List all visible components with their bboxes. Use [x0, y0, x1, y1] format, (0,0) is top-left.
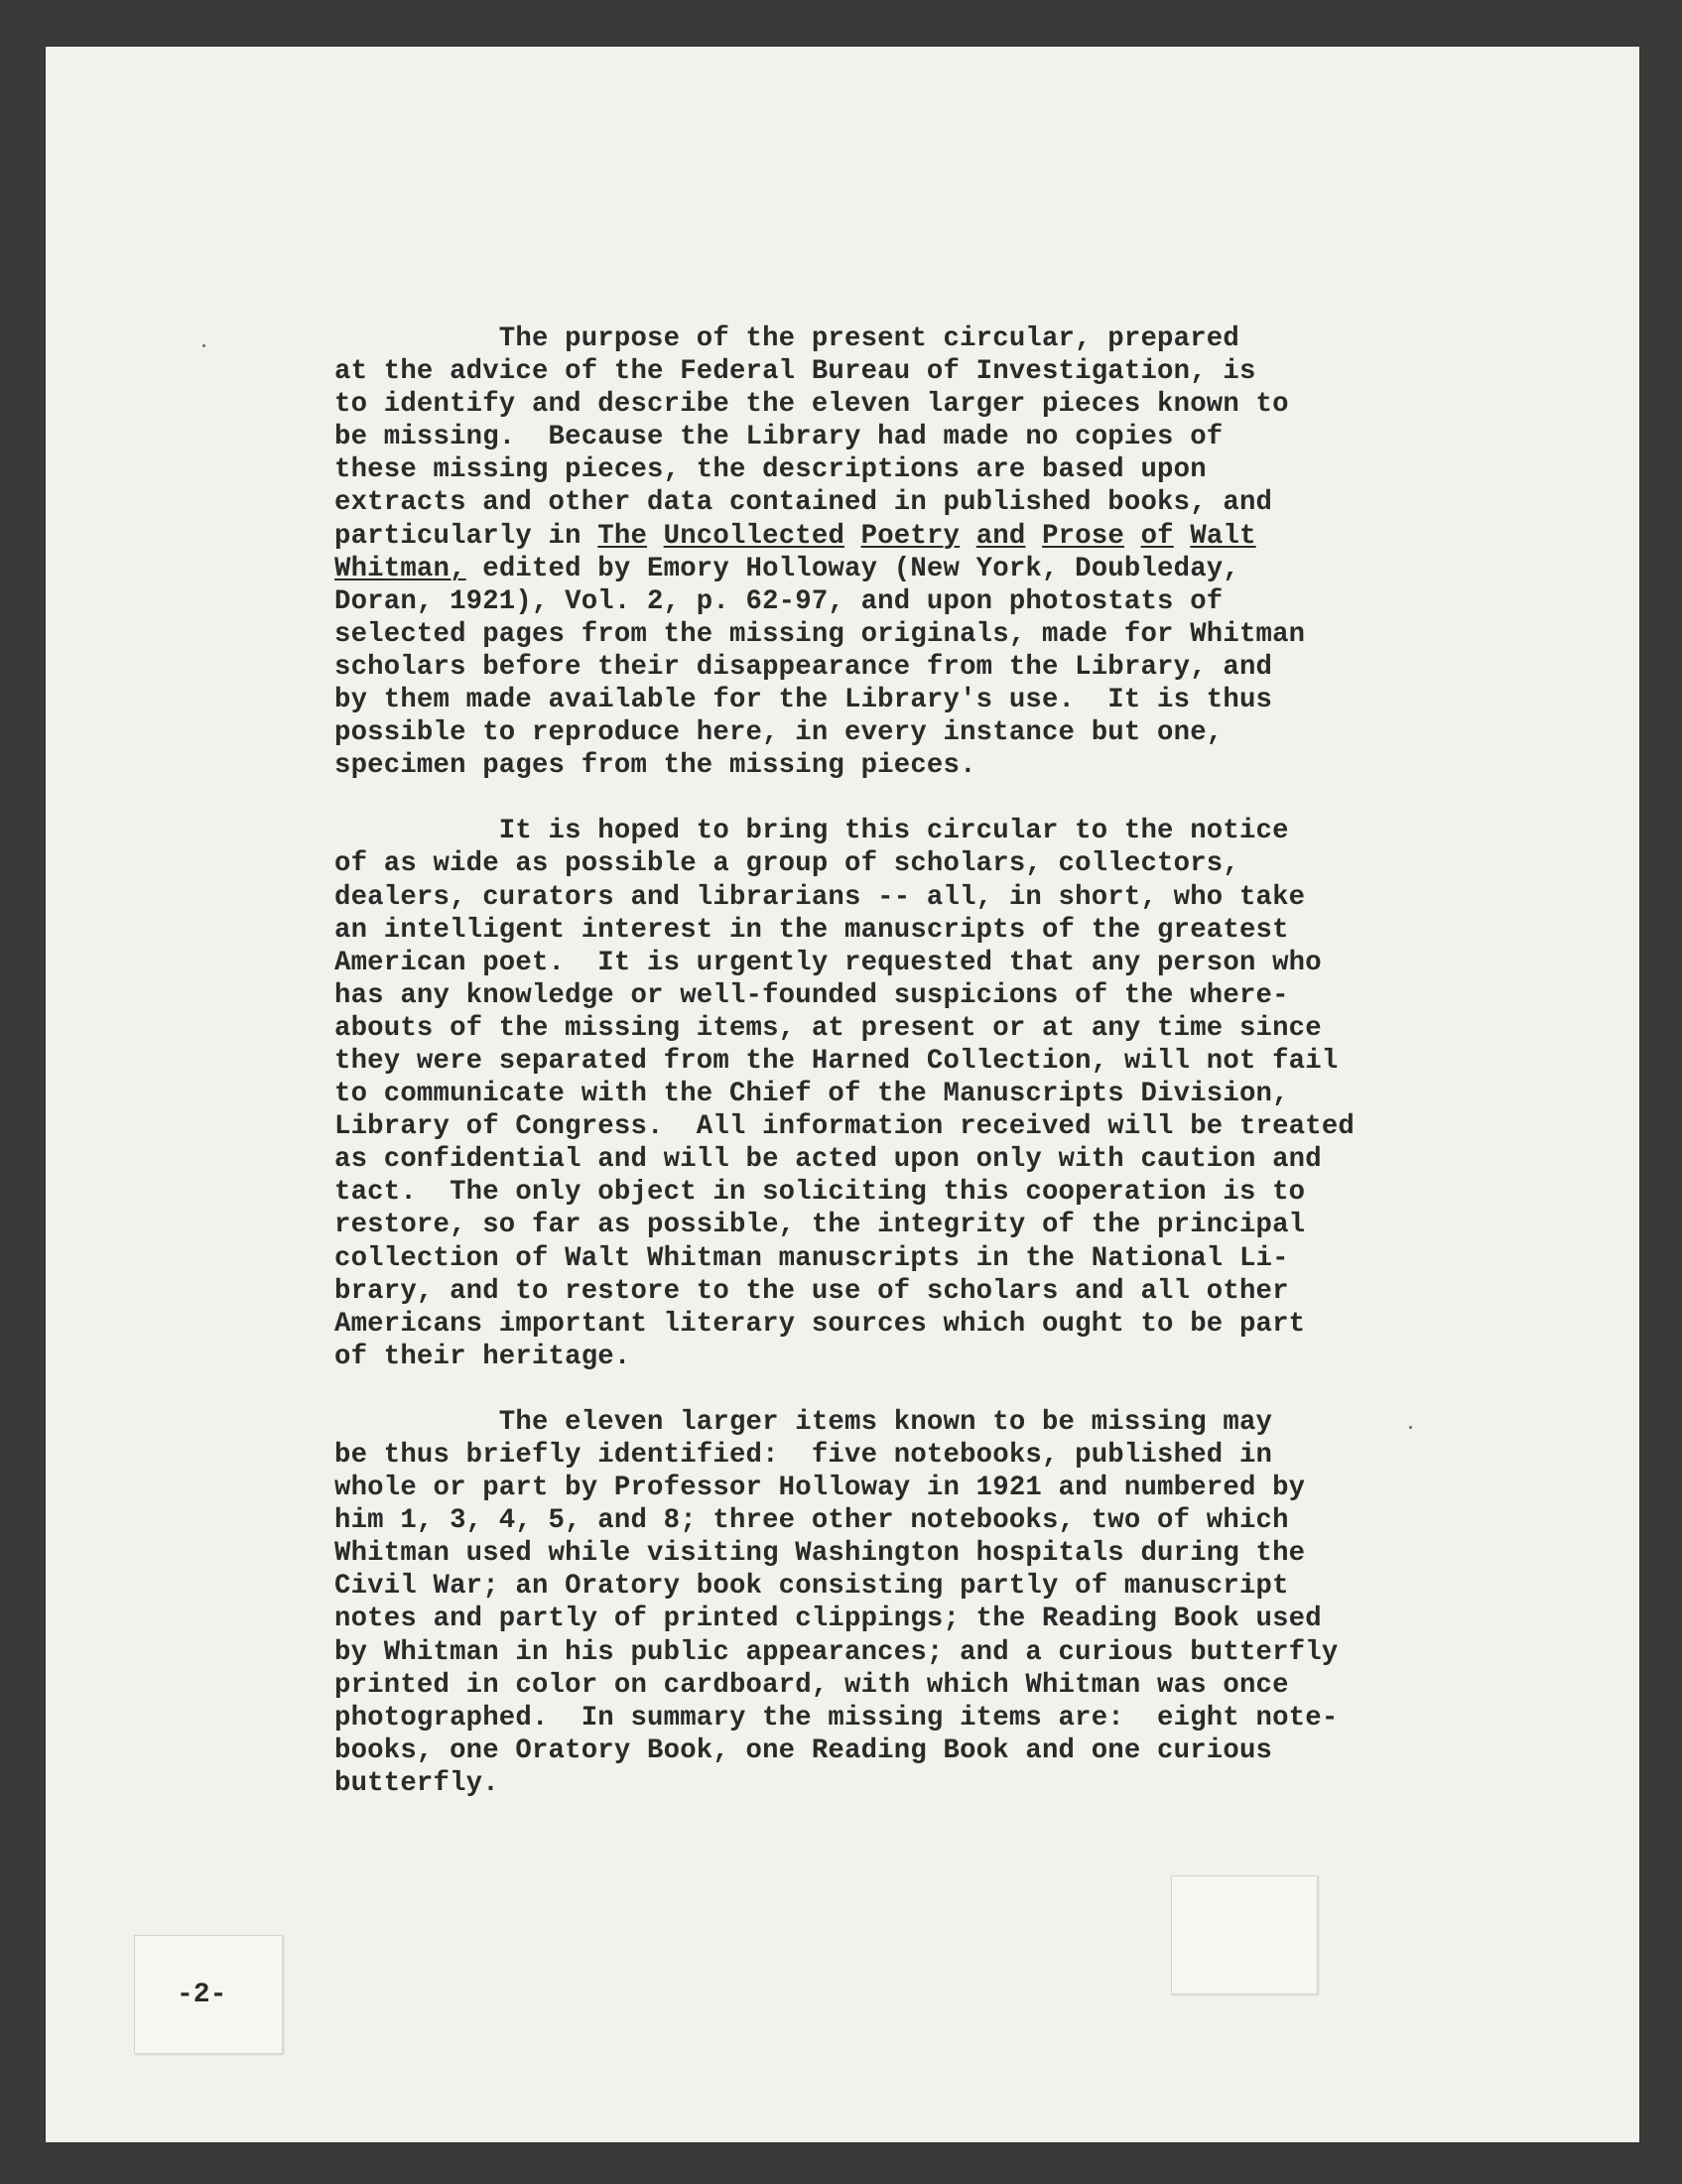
book-title-word: of	[1140, 520, 1174, 552]
book-title-word: The	[597, 520, 648, 552]
text-line: of as wide as possible a group of scholars, collectors,	[334, 848, 1239, 880]
text-line: scholars before their disappearance from the Library, and	[334, 651, 1273, 683]
text-line: at the advice of the Federal Bureau of Investigation, is	[334, 356, 1256, 388]
page-number-slip	[134, 1935, 283, 2054]
text-line: printed in color on cardboard, with which Whitman was once	[334, 1669, 1289, 1701]
page-number: -2-	[177, 1980, 227, 2010]
text-line-with-title	[334, 553, 1446, 585]
circular-body-text	[334, 322, 1446, 1800]
text-line: butterfly.	[334, 1767, 499, 1799]
book-title-word: Uncollected	[663, 520, 845, 552]
text-line: Civil War; an Oratory book consisting partly of manuscript	[334, 1571, 1289, 1603]
book-title-word: Prose	[1042, 520, 1124, 552]
text-line: has any knowledge or well-founded suspicions of the where-	[334, 979, 1289, 1011]
text-line: whole or part by Professor Holloway in 1921 and numbered by	[334, 1473, 1306, 1504]
text-line: to identify and describe the eleven larger pieces known to	[334, 389, 1289, 421]
text-line: notes and partly of printed clippings; the Reading Book used	[334, 1604, 1322, 1635]
text-line: dealers, curators and librarians -- all, in short, who take	[334, 881, 1306, 913]
text-line: Americans important literary sources which ought to be part	[334, 1308, 1306, 1340]
paper-speck	[1409, 1426, 1412, 1429]
text-line: of their heritage.	[334, 1341, 631, 1372]
text-line: an intelligent interest in the manuscripts of the greatest	[334, 914, 1289, 946]
text-line: restore, so far as possible, the integrity of the principal	[334, 1210, 1306, 1241]
text-line: The eleven larger items known to be missing may	[334, 1406, 1273, 1438]
book-title-word: Poetry	[860, 520, 961, 552]
text-line-with-title	[334, 520, 1446, 553]
text-line: Whitman used while visiting Washington hospitals during the	[334, 1538, 1306, 1570]
text-line: books, one Oratory Book, one Reading Book and one curious	[334, 1734, 1273, 1766]
text-line: by them made available for the Library's use. It is thus	[334, 685, 1273, 716]
text-line: The purpose of the present circular, prepared	[334, 323, 1239, 354]
text-line: abouts of the missing items, at present or at any time since	[334, 1012, 1322, 1044]
paragraph-missing-items	[334, 1406, 1446, 1800]
text-line: to communicate with the Chief of the Manuscripts Division,	[334, 1079, 1289, 1110]
document-page	[46, 47, 1639, 2142]
text-line: Library of Congress. All information received will be treated	[334, 1111, 1356, 1143]
text-line: be missing. Because the Library had made no copies of	[334, 422, 1224, 453]
text-line: selected pages from the missing originals, made for Whitman	[334, 618, 1306, 650]
text-line: him 1, 3, 4, 5, and 8; three other notebooks, two of which	[334, 1505, 1289, 1537]
paragraph-purpose	[334, 322, 1446, 782]
text-line: specimen pages from the missing pieces.	[334, 750, 976, 782]
paragraph-request	[334, 815, 1446, 1373]
text-line: tact. The only object in soliciting this cooperation is to	[334, 1177, 1306, 1209]
text-line: extracts and other data contained in published books, and	[334, 487, 1273, 519]
text-line: It is hoped to bring this circular to the notice	[334, 816, 1289, 847]
book-title-word: Whitman,	[334, 553, 466, 584]
text-line-suffix: edited by Emory Holloway (New York, Doubleday,	[465, 553, 1239, 584]
text-line: possible to reproduce here, in every instance but one,	[334, 717, 1224, 749]
text-line-prefix: particularly in	[334, 520, 598, 552]
book-title-word: and	[975, 520, 1026, 552]
text-line: as confidential and will be acted upon only with caution and	[334, 1144, 1322, 1176]
text-line: these missing pieces, the descriptions are based upon	[334, 454, 1207, 486]
text-line: Doran, 1921), Vol. 2, p. 62-97, and upon photostats of	[334, 585, 1224, 617]
text-line: by Whitman in his public appearances; and a curious butterfly	[334, 1636, 1339, 1668]
text-line: photographed. In summary the missing items are: eight note-	[334, 1702, 1339, 1734]
text-line: brary, and to restore to the use of scholars and all other	[334, 1275, 1289, 1307]
text-line: they were separated from the Harned Collection, will not fail	[334, 1045, 1339, 1077]
text-line: American poet. It is urgently requested that any person who	[334, 947, 1322, 978]
text-line: collection of Walt Whitman manuscripts in the National Li-	[334, 1242, 1289, 1274]
paper-speck	[202, 344, 205, 347]
blank-paper-slip	[1171, 1875, 1318, 1994]
text-line: be thus briefly identified: five notebooks, published in	[334, 1440, 1273, 1471]
book-title-word: Walt	[1190, 520, 1256, 552]
